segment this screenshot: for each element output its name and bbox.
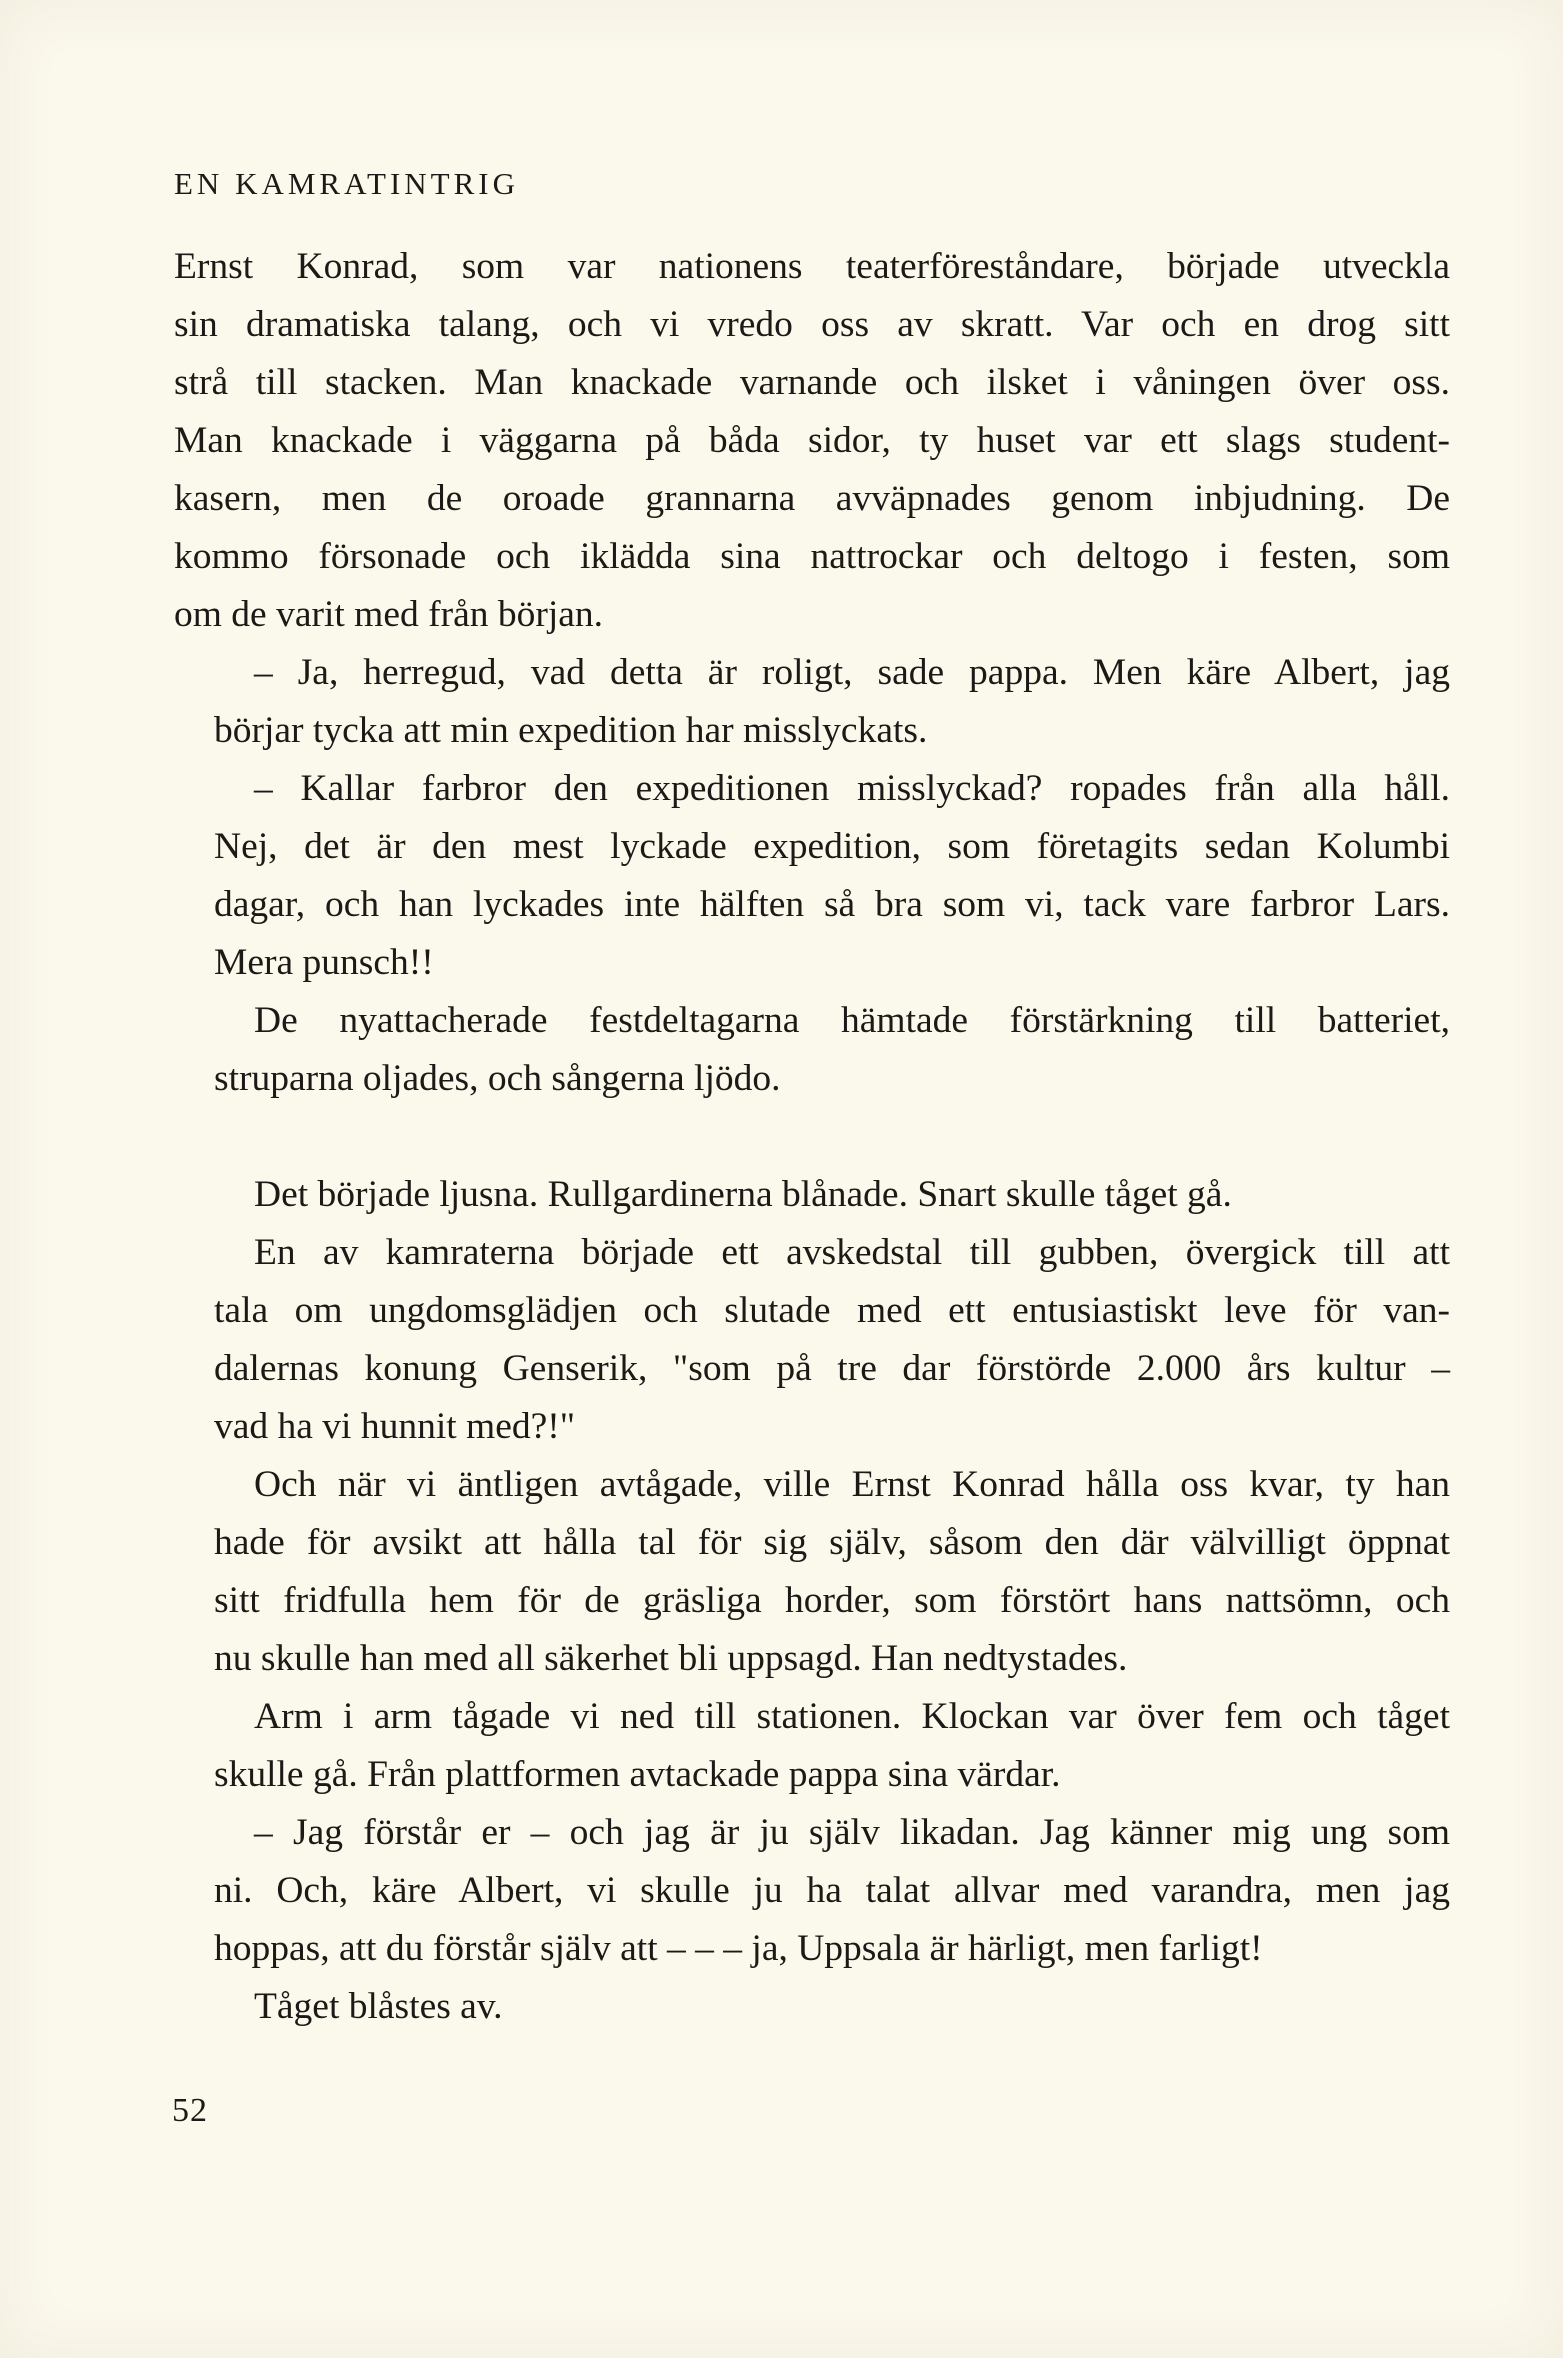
running-head: EN KAMRATINTRIG [174, 166, 520, 201]
text-line: struparna oljades, och sångerna ljödo. [214, 1058, 781, 1099]
paragraph [174, 1456, 1450, 1688]
text-line: vad ha vi hunnit med?!" [214, 1406, 576, 1447]
text-line: Man knackade i väggarna på båda sidor, ty huset var ett slags student- [174, 420, 1450, 461]
text-line: Ernst Konrad, som var nationens teaterföreståndare, började utveckla [174, 246, 1450, 287]
text-line: strå till stacken. Man knackade varnande och ilsket i våningen över oss. [174, 362, 1450, 403]
text-line: Arm i arm tågade vi ned till stationen. Klockan var över fem och tåget [254, 1696, 1450, 1737]
text-line: Det började ljusna. Rullgardinerna blånade. Snart skulle tåget gå. [254, 1174, 1232, 1215]
paragraph [174, 238, 1450, 644]
text-line: Och när vi äntligen avtågade, ville Ernst Konrad hålla oss kvar, ty han [254, 1464, 1450, 1505]
text-line: hade för avsikt att hålla tal för sig själv, såsom den där välvilligt öppnat [214, 1522, 1450, 1563]
text-line: De nyattacherade festdeltagarna hämtade förstärkning till batteriet, [254, 1000, 1450, 1041]
text-line: hoppas, att du förstår själv att – – – ja, Uppsala är härligt, men farligt! [214, 1928, 1263, 1969]
paragraph [174, 1224, 1450, 1456]
paragraph [174, 992, 1450, 1108]
text-line: om de varit med från början. [174, 594, 604, 635]
paragraph [174, 1978, 1450, 2036]
text-line: Mera punsch!! [214, 942, 434, 983]
paragraph [174, 1688, 1450, 1804]
text-line: – Kallar farbror den expeditionen misslyckad? ropades från alla håll. [254, 768, 1450, 809]
paragraph [174, 1166, 1450, 1224]
page-number: 52 [172, 2092, 208, 2129]
text-line: tala om ungdomsglädjen och slutade med ett entusiastiskt leve för van- [214, 1290, 1450, 1331]
text-line: ni. Och, käre Albert, vi skulle ju ha talat allvar med varandra, men jag [214, 1870, 1450, 1911]
text-line: Tåget blåstes av. [254, 1986, 503, 2027]
text-line: dagar, och han lyckades inte hälften så bra som vi, tack vare farbror Lars. [214, 884, 1450, 925]
text-line: – Ja, herregud, vad detta är roligt, sade pappa. Men käre Albert, jag [254, 652, 1450, 693]
text-line: dalernas konung Genserik, "som på tre dar förstörde 2.000 års kultur – [214, 1348, 1450, 1389]
text-line: sin dramatiska talang, och vi vredo oss av skratt. Var och en drog sitt [174, 304, 1450, 345]
text-line: sitt fridfulla hem för de gräsliga horder, som förstört hans nattsömn, och [214, 1580, 1450, 1621]
text-line: nu skulle han med all säkerhet bli uppsagd. Han nedtystades. [214, 1638, 1128, 1679]
paragraph [174, 1804, 1450, 1978]
text-line: – Jag förstår er – och jag är ju själv likadan. Jag känner mig ung som [254, 1812, 1450, 1853]
text-line: skulle gå. Från plattformen avtackade pappa sina värdar. [214, 1754, 1061, 1795]
text-line: börjar tycka att min expedition har misslyckats. [214, 710, 928, 751]
paragraph [174, 644, 1450, 760]
text-line: En av kamraterna började ett avskedstal till gubben, övergick till att [254, 1232, 1450, 1273]
text-line: kommo försonade och iklädda sina nattrockar och deltogo i festen, som [174, 536, 1450, 577]
text-line: Nej, det är den mest lyckade expedition, som företagits sedan Kolumbi [214, 826, 1450, 867]
paragraph [174, 760, 1450, 992]
body-text [174, 238, 1450, 2036]
text-line: kasern, men de oroade grannarna avväpnades genom inbjudning. De [174, 478, 1450, 519]
